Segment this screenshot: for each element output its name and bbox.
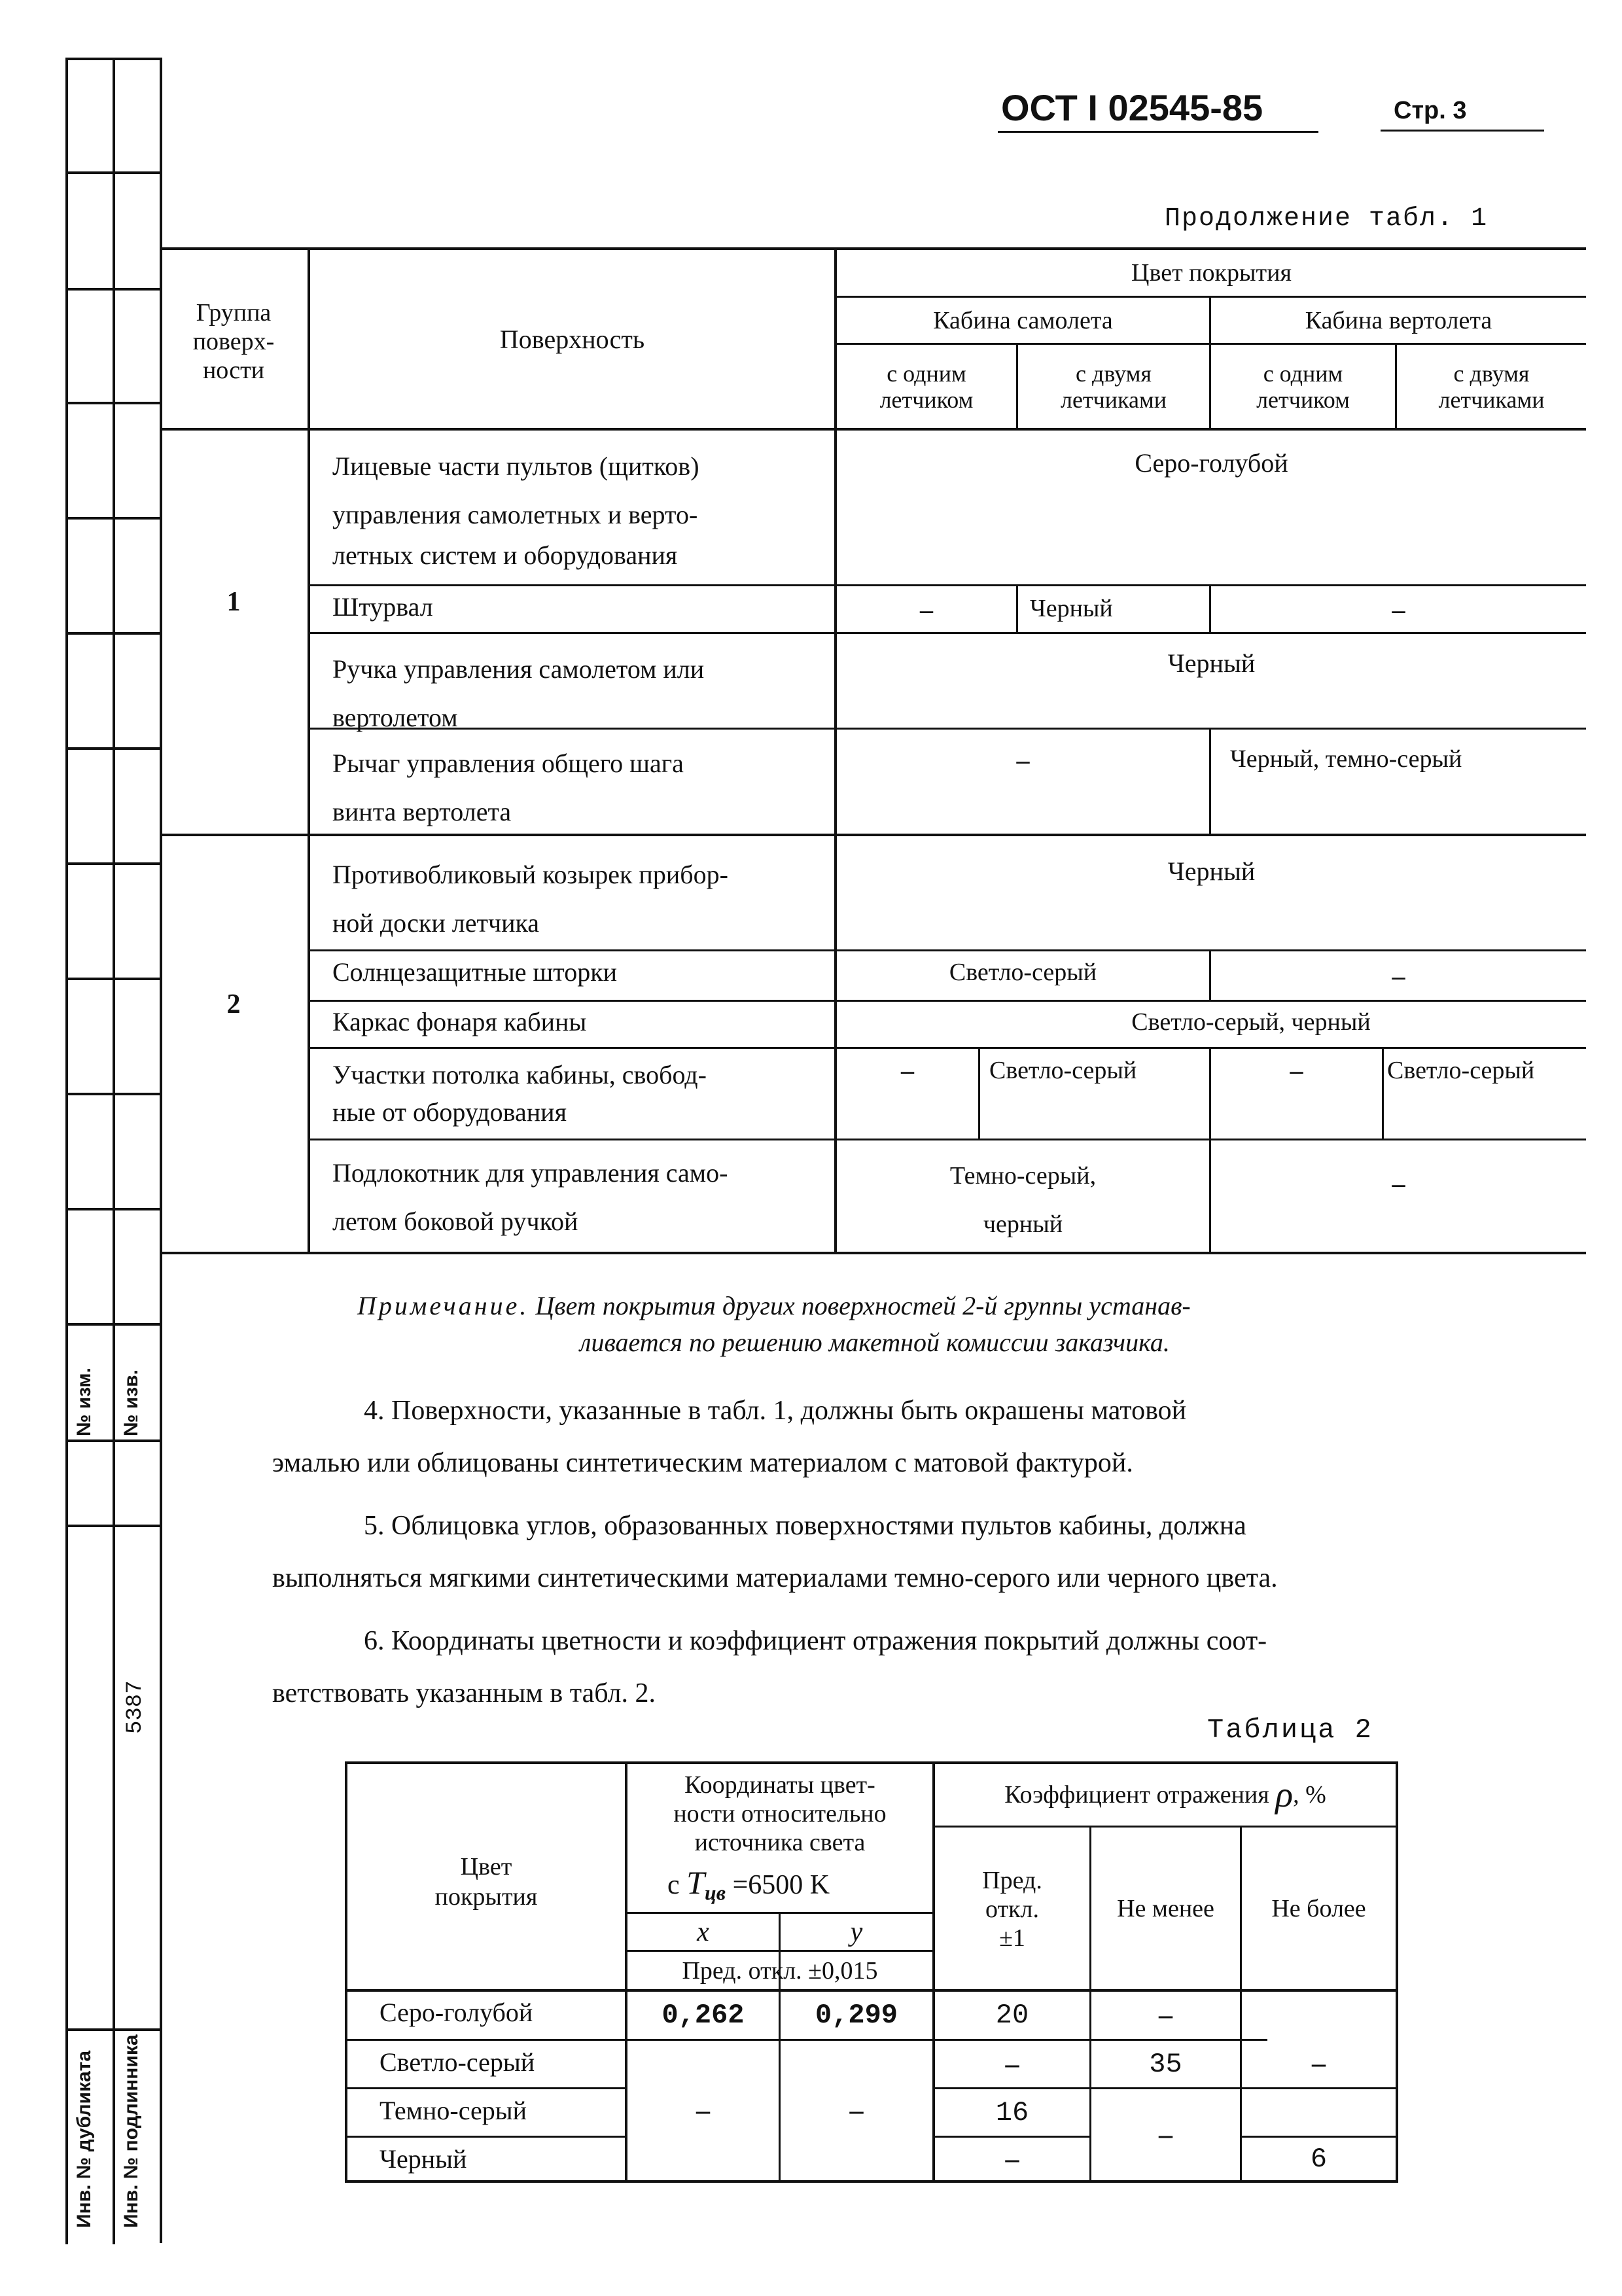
color-value: – <box>1392 1168 1405 1198</box>
table-row: Лицевые части пультов (щитков) управления самолетных и верто- летных систем и оборудования <box>332 451 699 570</box>
note-text: ливается по решению макетной комиссии заказчика. <box>580 1328 1170 1357</box>
tolerance-header: Пред. откл. ±0,015 <box>682 1956 878 1985</box>
color-value: Светло-серый <box>989 1057 1137 1084</box>
color-value: Светло-серый <box>1387 1057 1535 1084</box>
col-max-header: Не более <box>1271 1894 1366 1922</box>
y-value: 0,299 <box>815 2000 898 2031</box>
pred-value: 16 <box>995 2096 1029 2128</box>
heli-two-pilots-header: с двумя летчиками <box>1438 360 1545 413</box>
pred-value: 20 <box>995 2000 1029 2031</box>
table-row: Серо-голубой <box>379 1998 533 2027</box>
izv-label: № изв. <box>120 1369 142 1436</box>
heli-cabin-header: Кабина вертолета <box>1305 306 1492 334</box>
table-row: Черный <box>379 2144 467 2174</box>
table-row: Участки потолка кабины, свобод- ные от оборудования <box>332 1060 707 1127</box>
col-color-header: Цвет покрытия <box>434 1853 538 1911</box>
color-value: – <box>901 1055 914 1085</box>
col-min-header: Не менее <box>1117 1894 1214 1922</box>
table-2-title: Таблица 2 <box>1207 1714 1373 1746</box>
table-row: Противобликовый козырек прибор- ной доски летчика <box>332 860 728 938</box>
color-value: Темно-серый, черный <box>949 1162 1097 1238</box>
col-y-header: y <box>850 1916 863 1947</box>
paragraph-6: ветствовать указанным в табл. 2. <box>272 1678 656 1708</box>
pred-value: – <box>1005 2144 1019 2174</box>
y-value: – <box>849 2095 864 2126</box>
heli-one-pilot-header: с одним летчиком <box>1256 360 1350 413</box>
dubl-label: Инв. № дубликата <box>73 2050 95 2228</box>
color-value: Черный <box>1167 648 1256 678</box>
table-row: Темно-серый <box>379 2096 527 2125</box>
table-row: Ручка управления самолетом или вертолетом <box>332 654 705 732</box>
x-value: – <box>696 2095 710 2126</box>
color-value: Черный <box>1167 857 1256 886</box>
note-text: Цвет покрытия других поверхностей 2-й группы устанав- <box>535 1291 1191 1320</box>
paragraph-5: 5. Облицовка углов, образованных поверхностями пультов кабины, должна <box>364 1511 1246 1541</box>
max-value: 6 <box>1310 2143 1328 2175</box>
pred-value: – <box>1005 2049 1019 2079</box>
paragraph-6: 6. Координаты цветности и коэффициент отражения покрытий должны соот- <box>364 1626 1267 1656</box>
table-continuation: Продолжение табл. 1 <box>1165 204 1489 234</box>
x-value: 0,262 <box>661 2000 745 2031</box>
margin-number: 5387 <box>123 1680 148 1734</box>
color-value: Светло-серый, черный <box>1131 1008 1371 1036</box>
col-coords-header: Координаты цвет- ности относительно источника света <box>673 1771 887 1856</box>
color-value: – <box>920 594 933 624</box>
paragraph-4: эмалью или облицованы синтетическим материалом с матовой фактурой. <box>272 1448 1133 1478</box>
standard-number: ОСТ I 02545-85 <box>1001 87 1263 128</box>
table-row: Подлокотник для управления само- летом боковой ручкой <box>332 1158 728 1236</box>
table-row: Светло-серый <box>379 2047 535 2077</box>
table-row: Солнцезащитные шторки <box>332 957 618 987</box>
table-row: Рычаг управления общего шага винта вертолета <box>332 749 684 826</box>
color-value: – <box>1392 594 1405 624</box>
color-value: Светло-серый <box>949 959 1097 986</box>
light-source-temp: с $T_{цв} =6500$ K <box>667 1864 830 1905</box>
col-reflection-header: Коэффициент отражения ρ , % <box>1004 1775 1326 1815</box>
plane-cabin-header: Кабина самолета <box>933 306 1113 334</box>
table-row: Каркас фонаря кабины <box>332 1007 587 1036</box>
group-number: 1 <box>226 587 241 617</box>
color-value: Серо-голубой <box>1135 448 1288 478</box>
col-surface-header: Поверхность <box>499 324 645 354</box>
col-x-header: x <box>697 1916 709 1947</box>
color-value: Черный, темно-серый <box>1230 745 1462 773</box>
color-value: Черный <box>1030 595 1113 622</box>
podl-label: Инв. № подлинника <box>120 2034 142 2228</box>
color-value: – <box>1392 961 1405 991</box>
table-row: Штурвал <box>332 592 433 622</box>
col-pred-header: Пред. откл. ±1 <box>982 1867 1042 1952</box>
page-number: Стр. 3 <box>1394 97 1467 124</box>
group-number: 2 <box>226 989 241 1019</box>
min-value: 35 <box>1149 2048 1182 2080</box>
max-value: – <box>1312 2049 1326 2079</box>
paragraph-4: 4. Поверхности, указанные в табл. 1, должны быть окрашены матовой <box>364 1396 1187 1426</box>
plane-one-pilot-header: с одним летчиком <box>879 360 974 413</box>
color-value: – <box>1290 1055 1303 1085</box>
plane-two-pilots-header: с двумя летчиками <box>1060 360 1167 413</box>
color-value: – <box>1016 745 1030 775</box>
col-group-header: Группа поверх- ности <box>192 299 275 384</box>
min-value: – <box>1159 2119 1172 2150</box>
paragraph-5: выполняться мягкими синтетическими материалами темно-серого или черного цвета. <box>272 1563 1278 1593</box>
izm-label: № изм. <box>73 1368 95 1436</box>
min-value: – <box>1159 2000 1172 2030</box>
col-color-header: Цвет покрытия <box>1131 259 1292 287</box>
note-label: Примечание. <box>357 1291 529 1320</box>
